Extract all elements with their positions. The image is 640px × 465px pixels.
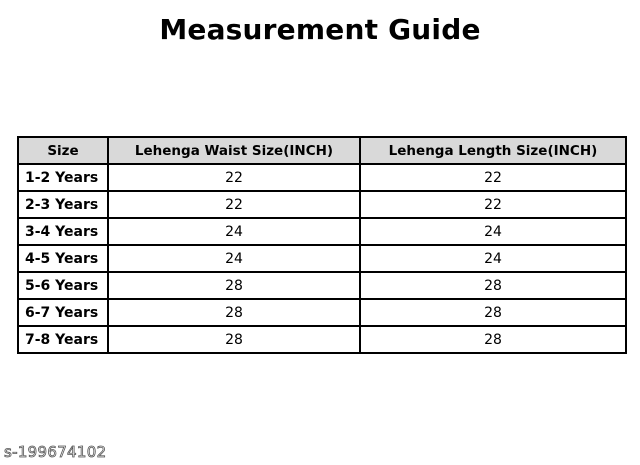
size-cell: 6-7 Years xyxy=(18,299,108,326)
size-cell: 1-2 Years xyxy=(18,164,108,191)
waist-cell: 22 xyxy=(108,191,360,218)
length-cell: 22 xyxy=(360,164,626,191)
header-waist-size: Lehenga Waist Size(INCH) xyxy=(108,137,360,164)
table-row xyxy=(18,272,626,299)
waist-cell: 24 xyxy=(108,245,360,272)
size-cell: 4-5 Years xyxy=(18,245,108,272)
table-row xyxy=(18,299,626,326)
length-cell: 24 xyxy=(360,245,626,272)
table-header-row xyxy=(18,137,626,164)
measurement-table xyxy=(17,136,627,354)
waist-cell: 28 xyxy=(108,326,360,353)
length-cell: 28 xyxy=(360,326,626,353)
length-cell: 24 xyxy=(360,218,626,245)
size-cell: 7-8 Years xyxy=(18,326,108,353)
size-cell: 2-3 Years xyxy=(18,191,108,218)
page-title: Measurement Guide xyxy=(159,13,481,46)
table-row xyxy=(18,191,626,218)
length-cell: 28 xyxy=(360,299,626,326)
waist-cell: 28 xyxy=(108,272,360,299)
size-cell: 5-6 Years xyxy=(18,272,108,299)
header-size: Size xyxy=(18,137,108,164)
waist-cell: 28 xyxy=(108,299,360,326)
header-length-size: Lehenga Length Size(INCH) xyxy=(360,137,626,164)
table-row xyxy=(18,218,626,245)
waist-cell: 22 xyxy=(108,164,360,191)
watermark-id: s-199674102 xyxy=(4,443,107,461)
table-row xyxy=(18,164,626,191)
table-row xyxy=(18,245,626,272)
length-cell: 28 xyxy=(360,272,626,299)
length-cell: 22 xyxy=(360,191,626,218)
waist-cell: 24 xyxy=(108,218,360,245)
size-cell: 3-4 Years xyxy=(18,218,108,245)
table-row xyxy=(18,326,626,353)
